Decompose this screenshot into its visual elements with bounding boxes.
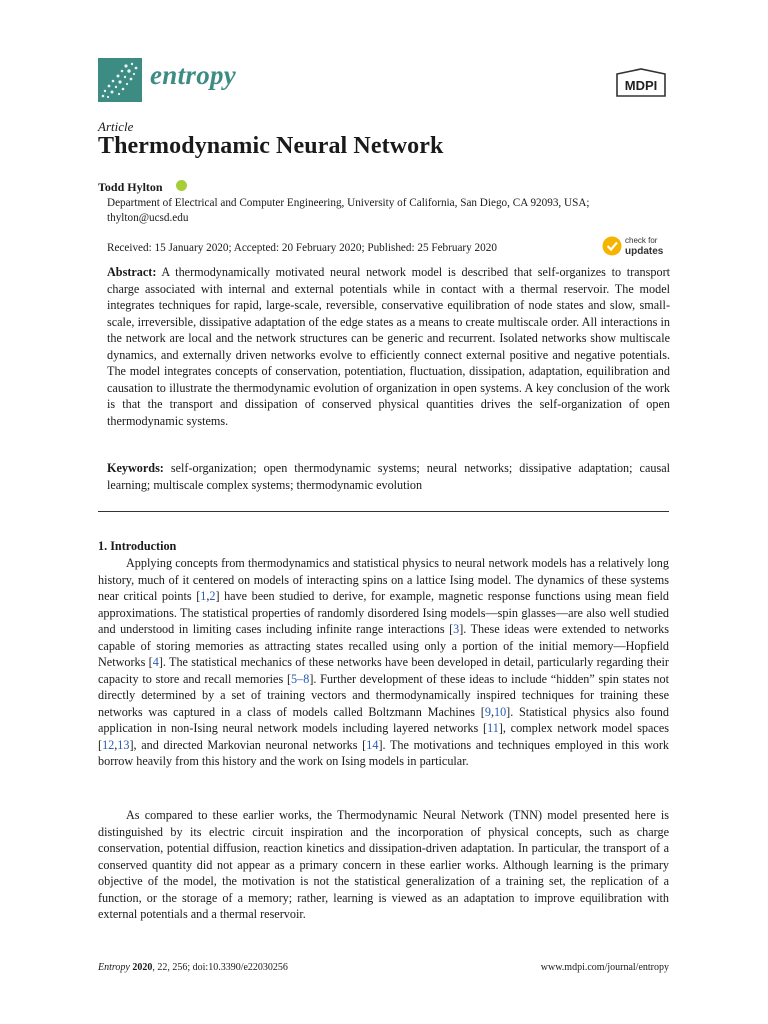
body-text: ]. The statistical mechanics of these networks have been developed in detail, particularly regarding their capacity to store and recall memories [ xyxy=(98,655,669,686)
body-text: ]. The motivations and techniques employed in this work borrow heavily from this history and the work on Ising models in particular. xyxy=(98,737,670,768)
footer-journal: Entropy xyxy=(98,962,130,973)
publication-dates: Received: 15 January 2020; Accepted: 20 February 2020; Published: 25 February 2020 xyxy=(107,242,497,254)
body-text: ], complex network model spaces [ xyxy=(98,721,669,752)
paper-title: Thermodynamic Neural Network xyxy=(98,133,444,159)
section-divider xyxy=(98,511,669,512)
citation-link[interactable]: 14 xyxy=(366,737,379,752)
keywords xyxy=(107,460,670,493)
svg-text:MDPI: MDPI xyxy=(624,78,658,93)
body-text: Applying concepts from thermodynamics and statistical physics to neural network models has a relatively long history, much of it centered on models of interacting spins on a lattice Ising model. The dynamics of these systems near critical points [ xyxy=(98,556,669,603)
intro-paragraph-2: As compared to these earlier works, the Thermodynamic Neural Network (TNN) model presented here is distinguished by its electric circuit inspiration and the incorporation of physical concepts, such as charge conservation, potential diffusion, reaction kinetics and dissipation-driven adaptation. In particular, the transport of a conserved quantity did not appear as a primary concern in these earlier works. Although learning is the primary objective of the model, the motivation is not the statistical generalization of a training set, the replication of a function, or the storage of a memory; rather, learning is viewed as an adaptation to improve equilibration with external potentials and a thermal reservoir. xyxy=(98,808,669,921)
body-text: ]. Further development of these ideas to include “hidden” spin states not directly determined by a set of training vectors and thermodynamically inspired techniques for training these networks was captured in a class of models called Boltzmann Machines [ xyxy=(98,671,669,719)
check-for-updates-badge[interactable] xyxy=(601,234,671,258)
citation-link[interactable]: 3 xyxy=(453,622,460,636)
citation-link[interactable]: 4 xyxy=(152,655,159,669)
svg-text:updates: updates xyxy=(625,246,664,257)
citation-link[interactable]: 2 xyxy=(209,589,216,603)
footer-url[interactable]: www.mdpi.com/journal/entropy xyxy=(540,962,669,973)
svg-text:check for: check for xyxy=(625,236,658,245)
body-text: , xyxy=(490,704,494,719)
citation-link[interactable]: 13 xyxy=(117,737,130,752)
journal-name: entropy xyxy=(150,60,237,90)
keywords-text: self-organization; open thermodynamic systems; neural networks; dissipative adaptation; causal learning; multiscale complex systems; thermodynamic evolution xyxy=(107,461,670,492)
intro-paragraph-1 xyxy=(98,555,669,770)
mdpi-logo-icon xyxy=(614,68,668,98)
body-text: ]. Statistical physics also found application in non-Ising neural network models including layered networks [ xyxy=(98,704,669,735)
body-text: ] have been studied to derive, for example, magnetic response functions using mean field approximations. The statistical properties of randomly disordered Ising models—spin glasses—are also well studied and understood in limiting cases including infinite range interactions [ xyxy=(98,589,669,636)
author-name: Todd Hylton xyxy=(98,180,163,194)
citation-link[interactable]: 12 xyxy=(102,737,115,752)
citation-link[interactable]: 9 xyxy=(484,704,491,719)
abstract xyxy=(107,264,670,429)
citation-link[interactable]: 1 xyxy=(200,589,207,603)
citation-link[interactable]: 5–8 xyxy=(291,671,310,686)
body-text: , xyxy=(206,589,210,603)
footer-year: 2020 xyxy=(132,962,153,973)
footer-doi: , 22, 256; doi:10.3390/e22030256 xyxy=(152,962,288,973)
citation-link[interactable]: 10 xyxy=(493,704,507,719)
journal-logo-icon xyxy=(98,58,142,102)
orcid-icon[interactable] xyxy=(176,180,187,191)
body-text: , xyxy=(114,737,118,752)
article-type: Article xyxy=(98,119,134,134)
section-heading: 1. Introduction xyxy=(98,539,177,553)
body-text: ]. These ideas were extended to networks capable of storing memories as attracting states recalled using only a portion of the initial memory—Hopfield Networks [ xyxy=(98,622,670,669)
citation-link[interactable]: 11 xyxy=(487,721,499,735)
footer-citation xyxy=(98,962,288,973)
abstract-label: Abstract: xyxy=(107,265,157,279)
keywords-label: Keywords: xyxy=(107,461,164,475)
body-text: ], and directed Markovian neuronal networks [ xyxy=(129,737,367,752)
abstract-text: A thermodynamically motivated neural network model is described that self-organizes to transport charge associated with internal and external potentials while in contact with a thermal reservoir. The model integrates techniques for rapid, large-scale, reversible, conservative equilibration of node states and slow, small-scale, irreversible, dissipative adaptation of the edge states as a means to create multiscale order. All interactions in the network are local and the network structures can be generic and recurrent. Isolated networks show multiscale dynamics, and externally driven networks evolve to efficiently connect external positive and negative potentials. The model integrates concepts of conservation, potentiation, fluctuation, dissipation, adaptation, equilibration and causation to illustrate the thermodynamic evolution of organization in open systems. A key conclusion of the work is that the transport and dissipation of conserved physical quantities drives the self-organization of open thermodynamic systems. xyxy=(107,265,671,428)
author-affiliation: Department of Electrical and Computer Engineering, University of California, San Diego, CA 92093, USA; thylton@ucsd.edu xyxy=(107,197,590,224)
